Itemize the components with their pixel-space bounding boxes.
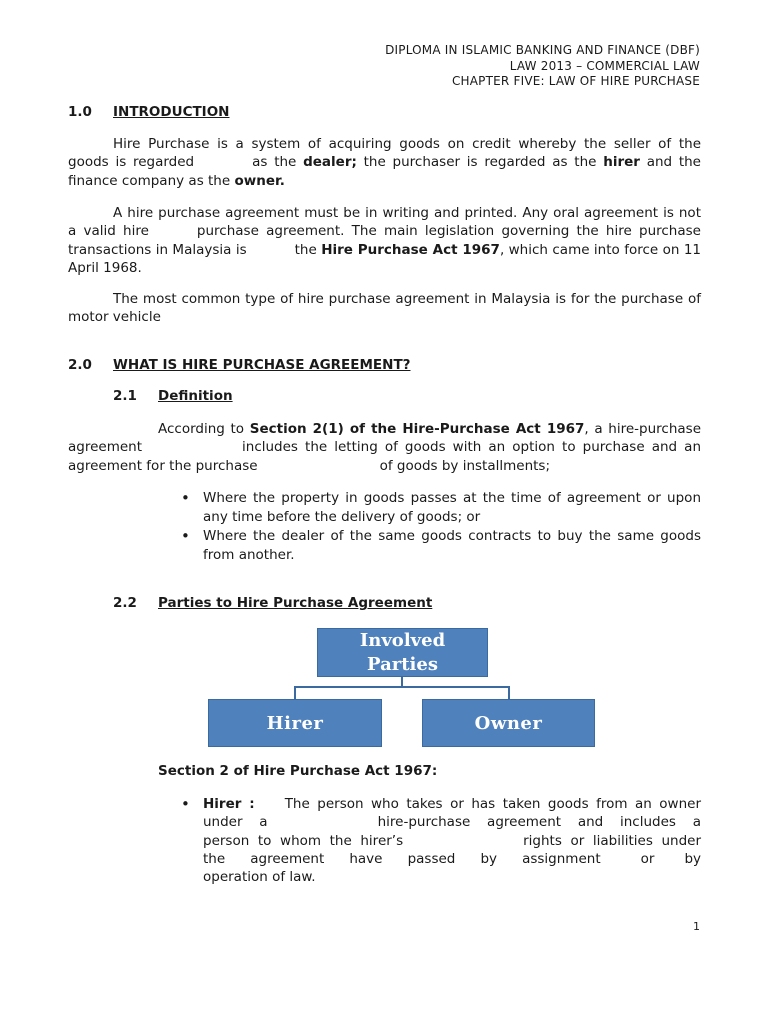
section-number: 1.0 bbox=[68, 104, 92, 120]
subsection-number: 2.1 bbox=[113, 388, 137, 404]
text-line: The most common type of hire purchase agreement in Malaysia is for the purchase of bbox=[113, 291, 701, 307]
header-chapter: CHAPTER FIVE: LAW OF HIRE PURCHASE bbox=[451, 74, 700, 88]
text-line: any time before the delivery of goods; or bbox=[203, 508, 481, 525]
section-heading-introduction bbox=[68, 104, 229, 120]
intro-paragraph-3 bbox=[68, 290, 701, 327]
diagram-connector bbox=[294, 686, 296, 699]
page-number: 1 bbox=[693, 920, 700, 933]
subsection-title: Definition bbox=[158, 388, 233, 404]
header-program: DIPLOMA IN ISLAMIC BANKING AND FINANCE (DBF) bbox=[385, 43, 700, 57]
hirer-label: Hirer : bbox=[203, 796, 255, 812]
text-line: from another. bbox=[203, 546, 295, 563]
diagram-node-owner: Owner bbox=[422, 699, 595, 747]
text-line: agreement for the purchase of goods by installments; bbox=[68, 457, 551, 474]
text-line: transactions in Malaysia is the Hire Purchase Act 1967, which came into force on 11 bbox=[68, 241, 702, 258]
text-line: Where the property in goods passes at the time of agreement or upon bbox=[203, 490, 701, 506]
text-line: April 1968. bbox=[68, 259, 142, 276]
text-line: under a hire-purchase agreement and includes a bbox=[203, 814, 701, 831]
diagram-node-involved-parties bbox=[317, 628, 488, 677]
section-number: 2.0 bbox=[68, 357, 92, 373]
text-line: agreement includes the letting of goods with an option to purchase and an bbox=[68, 439, 701, 456]
diagram-node-label: Involved bbox=[359, 629, 446, 651]
text-line: person to whom the hirer’s rights or liabilities under bbox=[203, 832, 701, 849]
text-line: A hire purchase agreement must be in writing and printed. Any oral agreement is not bbox=[113, 205, 701, 221]
text-line: a valid hire purchase agreement. The main legislation governing the hire purchase bbox=[68, 223, 701, 240]
text-line: goods is regarded as the dealer; the purchaser is regarded as the hirer and the bbox=[68, 154, 701, 171]
definition-paragraph bbox=[68, 420, 701, 475]
subsection-number: 2.2 bbox=[113, 595, 137, 611]
section-title: WHAT IS HIRE PURCHASE AGREEMENT? bbox=[113, 357, 411, 373]
diagram-node-label: Parties bbox=[367, 653, 438, 675]
section-2-heading: Section 2 of Hire Purchase Act 1967: bbox=[158, 763, 438, 779]
diagram-connector bbox=[508, 686, 510, 699]
text-line: Hirer : The person who takes or has taken goods from an owner bbox=[203, 796, 701, 812]
header-course: LAW 2013 – COMMERCIAL LAW bbox=[509, 59, 700, 73]
section-title: INTRODUCTION bbox=[113, 104, 230, 120]
text-line: Where the dealer of the same goods contracts to buy the same goods bbox=[203, 528, 701, 544]
subsection-title: Parties to Hire Purchase Agreement bbox=[158, 595, 433, 611]
list-item bbox=[181, 489, 701, 526]
list-item bbox=[181, 527, 701, 564]
text-line: operation of law. bbox=[203, 869, 316, 886]
diagram-node-hirer: Hirer bbox=[208, 699, 382, 747]
definition-bullets bbox=[181, 489, 701, 565]
list-item bbox=[181, 795, 701, 886]
bullet-icon: • bbox=[181, 527, 190, 545]
intro-paragraph-2 bbox=[68, 204, 701, 277]
subsection-heading-parties bbox=[113, 595, 432, 611]
text-line: Hire Purchase is a system of acquiring goods on credit whereby the seller of the bbox=[113, 136, 701, 152]
intro-paragraph-1 bbox=[68, 135, 701, 190]
subsection-heading-definition bbox=[113, 388, 233, 404]
section-heading-what-is-hp bbox=[68, 357, 411, 373]
text-line: motor vehicle bbox=[68, 309, 161, 326]
hirer-definition bbox=[181, 795, 701, 887]
text-line: finance company as the owner. bbox=[68, 172, 285, 189]
bullet-icon: • bbox=[181, 795, 190, 813]
text-line: According to Section 2(1) of the Hire-Purchase Act 1967, a hire-purchase bbox=[158, 421, 701, 437]
bullet-icon: • bbox=[181, 489, 190, 507]
diagram-connector bbox=[294, 686, 510, 688]
text-line: the agreement have passed by assignment or by bbox=[203, 850, 701, 867]
